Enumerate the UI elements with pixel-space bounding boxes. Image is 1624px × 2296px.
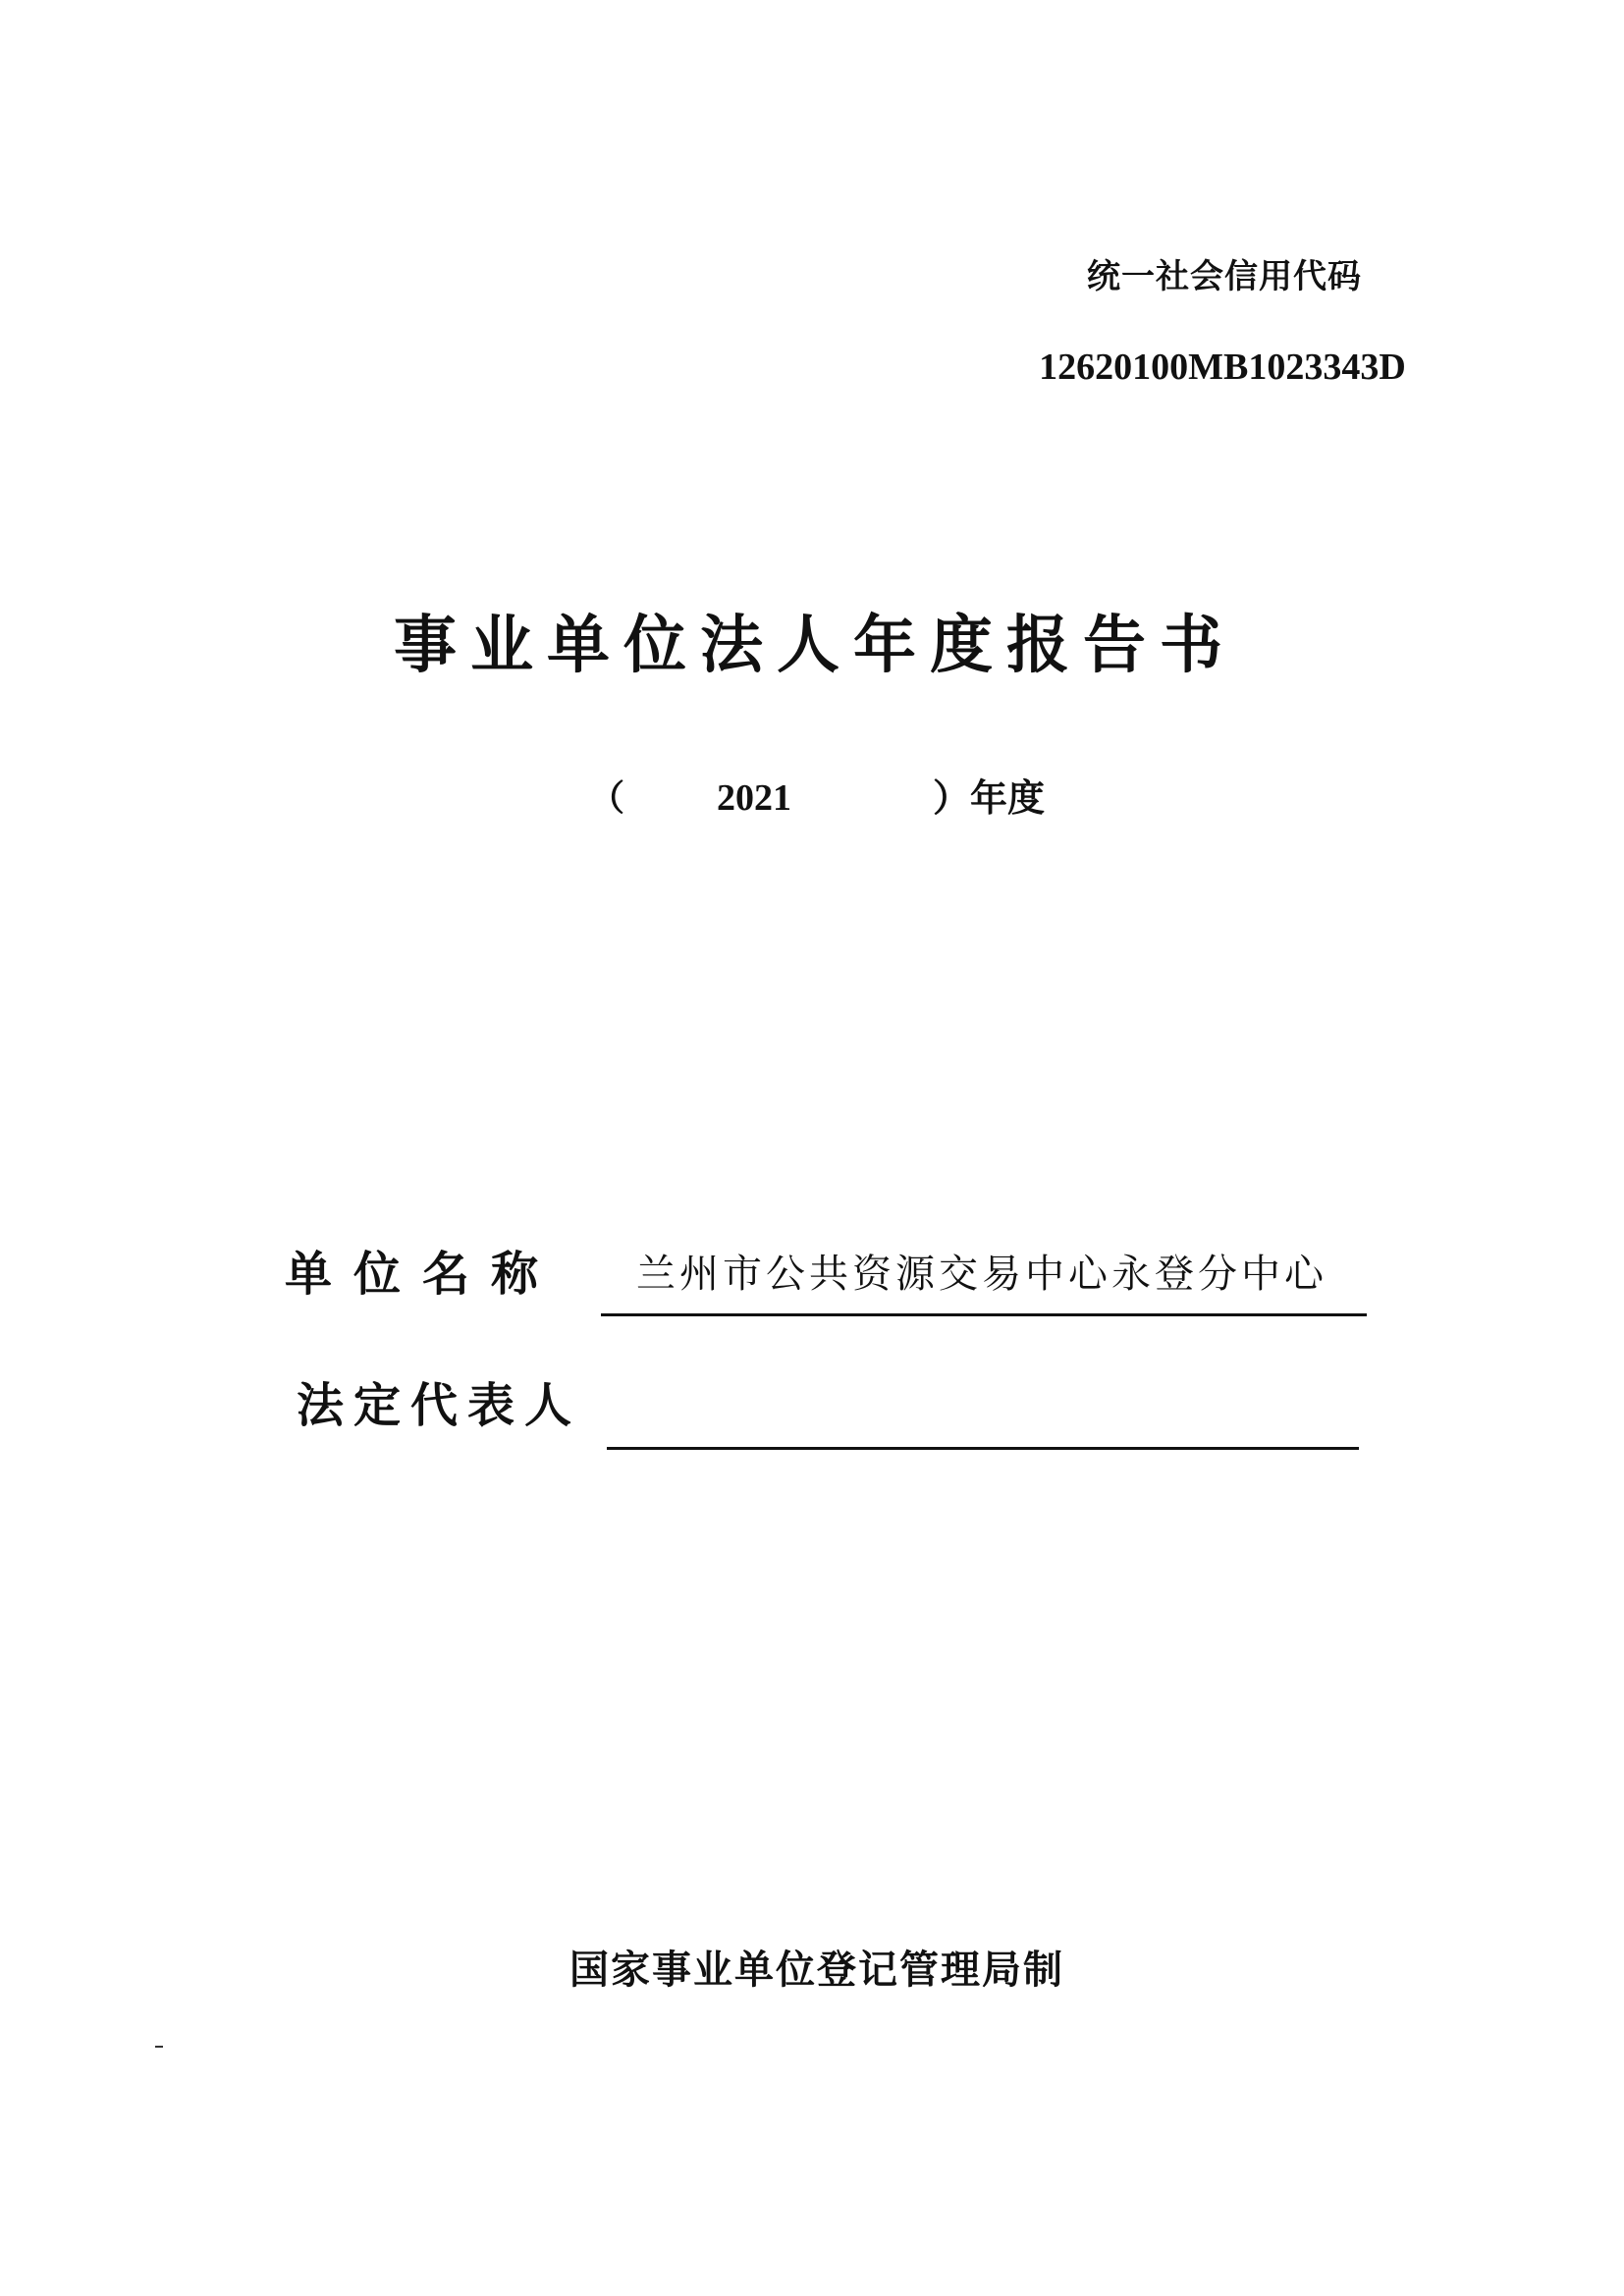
credit-code-label: 统一社会信用代码: [1087, 257, 1362, 296]
year-open-paren: （: [589, 777, 625, 819]
page-mark: [155, 2046, 163, 2048]
legal-representative-label: 法定代表人: [297, 1378, 582, 1433]
report-title: 事业单位法人年度报告书: [394, 610, 1236, 682]
issuer-text: 国家事业单位登记管理局制: [569, 1947, 1064, 1993]
legal-representative-underline: [607, 1447, 1359, 1450]
unit-name-underline: [601, 1313, 1367, 1316]
year-suffix: ）年度: [933, 775, 1046, 820]
credit-code-value: 12620100MB1023343D: [1039, 347, 1406, 388]
report-year: 2021: [717, 777, 791, 819]
report-year-line: [579, 774, 1070, 823]
unit-name-value: 兰州市公共资源交易中心永登分中心: [636, 1252, 1327, 1297]
unit-name-label: 单位名称: [285, 1247, 561, 1302]
